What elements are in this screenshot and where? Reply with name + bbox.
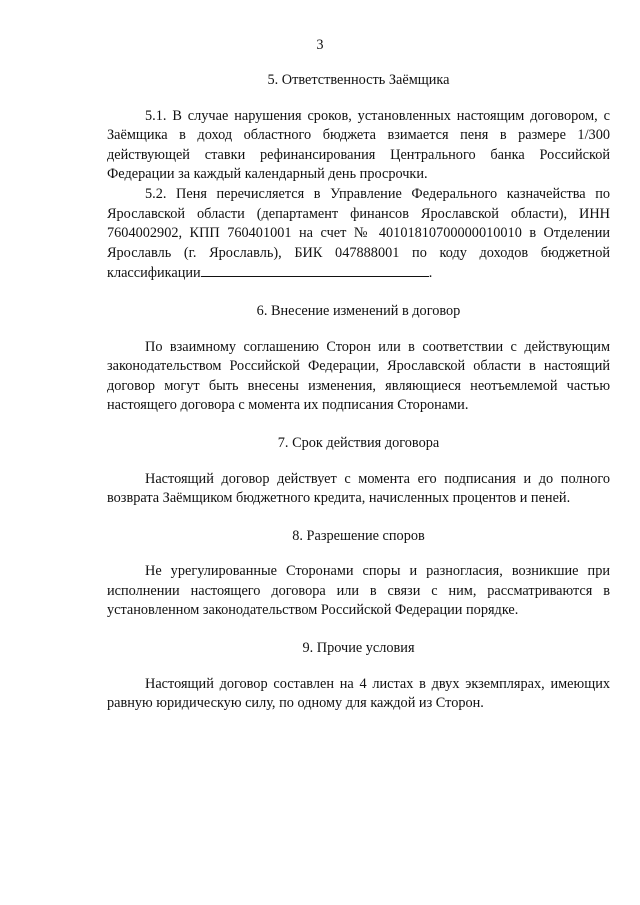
section-title: 6. Внесение изменений в договор: [256, 302, 461, 319]
paragraph-with-blank: [107, 185, 610, 284]
paragraph: Не урегулированные Сторонами споры и разногласия, возникшие при исполнении настоящего договора или в связи с ним, рассматриваются в установленном законодательством Российской Федерации порядке.: [107, 563, 610, 619]
section-title: 9. Прочие условия: [302, 640, 415, 657]
section-title: 7. Срок действия договора: [277, 434, 440, 451]
section-other-terms: [107, 639, 610, 714]
paragraph: 5.1. В случае нарушения сроков, установленных настоящим договором, с Заёмщика в доход областного бюджета взимается пеня в размере 1/300 действующей ставки рефинансирования Центрального банка Российской Федерации за каждый календарный день просрочки.: [107, 107, 610, 183]
section-liability: [107, 71, 610, 284]
section-title: 5. Ответственность Заёмщика: [267, 72, 450, 88]
paragraph-tail: .: [428, 265, 433, 282]
section-amendments: [107, 302, 610, 416]
page-number: 3: [316, 37, 324, 53]
paragraph: Настоящий договор действует с момента его подписания и до полного возврата Заёмщиком бюджетного кредита, начисленных процентов и пеней.: [107, 470, 610, 507]
paragraph-text: 5.2. Пеня перечисляется в Управление Федерального казначейства по Ярославской области (департамент финансов Ярославской области), ИНН 7604002902, КПП 760401001 на счет № 40101810700000010010 в Отделении Ярославль (г. Ярославль), БИК 047888001 по коду доходов бюджетной классификации: [107, 185, 610, 282]
fill-in-blank: [201, 263, 429, 277]
document-body: [107, 71, 610, 732]
section-disputes: [107, 527, 610, 621]
section-title: 8. Разрешение споров: [292, 527, 425, 544]
paragraph: Настоящий договор составлен на 4 листах в двух экземплярах, имеющих равную юридическую силу, по одному для каждой из Сторон.: [107, 675, 610, 712]
section-term: [107, 434, 610, 509]
paragraph: По взаимному соглашению Сторон или в соответствии с действующим законодательством Российской Федерации, Ярославской области в настоящий договор могут быть внесены изменения, являющиеся неотъемлемой частью настоящего договора с момента их подписания Сторонами.: [107, 338, 610, 414]
